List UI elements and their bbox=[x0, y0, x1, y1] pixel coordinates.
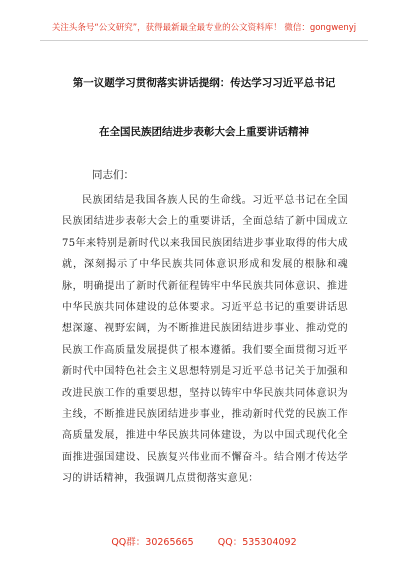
body-paragraph: 民族团结是我国各族人民的生命线。习近平总书记在全国民族团结进步表彰大会上的重要讲话，全面总结了新中国成立75年来特别是新时代以来我国民族团结进步事业取得的伟大成就，深刻揭示了中华民族共同体意识形成和发展的根脉和魂脉，明确提出了新时代新征程铸牢中华民族共同体意识、推进中华民族共同体建设的总体要求。习近平总书记的重要讲话思想深邃、视野宏阔，为不断推进民族团结进步事业、推动党的民族工作高质量发展提供了根本遵循。我们要全面贯彻习近平新时代中国特色社会主义思想特别是习近平总书记关于加强和改进民族工作的重要思想，坚持以铸牢中华民族共同体意识为主线，不断推进民族团结进步事业，推动新时代党的民族工作高质量发展，推进中华民族共同体建设，为以中国式现代化全面推进强国建设、民族复兴伟业而不懈奋斗。结合刚才传达学习的讲话精神，我强调几点贯彻落实意见： bbox=[62, 195, 348, 485]
header-divider bbox=[40, 40, 368, 41]
promo-header: 关注头条号“公文研究”，获得最新最全最专业的公文资料库！ 微信：gongwenyj bbox=[51, 23, 357, 33]
salutation: 同志们： bbox=[92, 169, 134, 181]
document-title-line-1: 第一议题学习贯彻落实讲话提纲：传达学习习近平总书记 bbox=[72, 77, 336, 89]
document-title-line-2: 在全国民族团结进步表彰大会上重要讲话精神 bbox=[99, 126, 309, 138]
contact-footer: QQ群：30265665 QQ：535304092 bbox=[111, 537, 297, 548]
